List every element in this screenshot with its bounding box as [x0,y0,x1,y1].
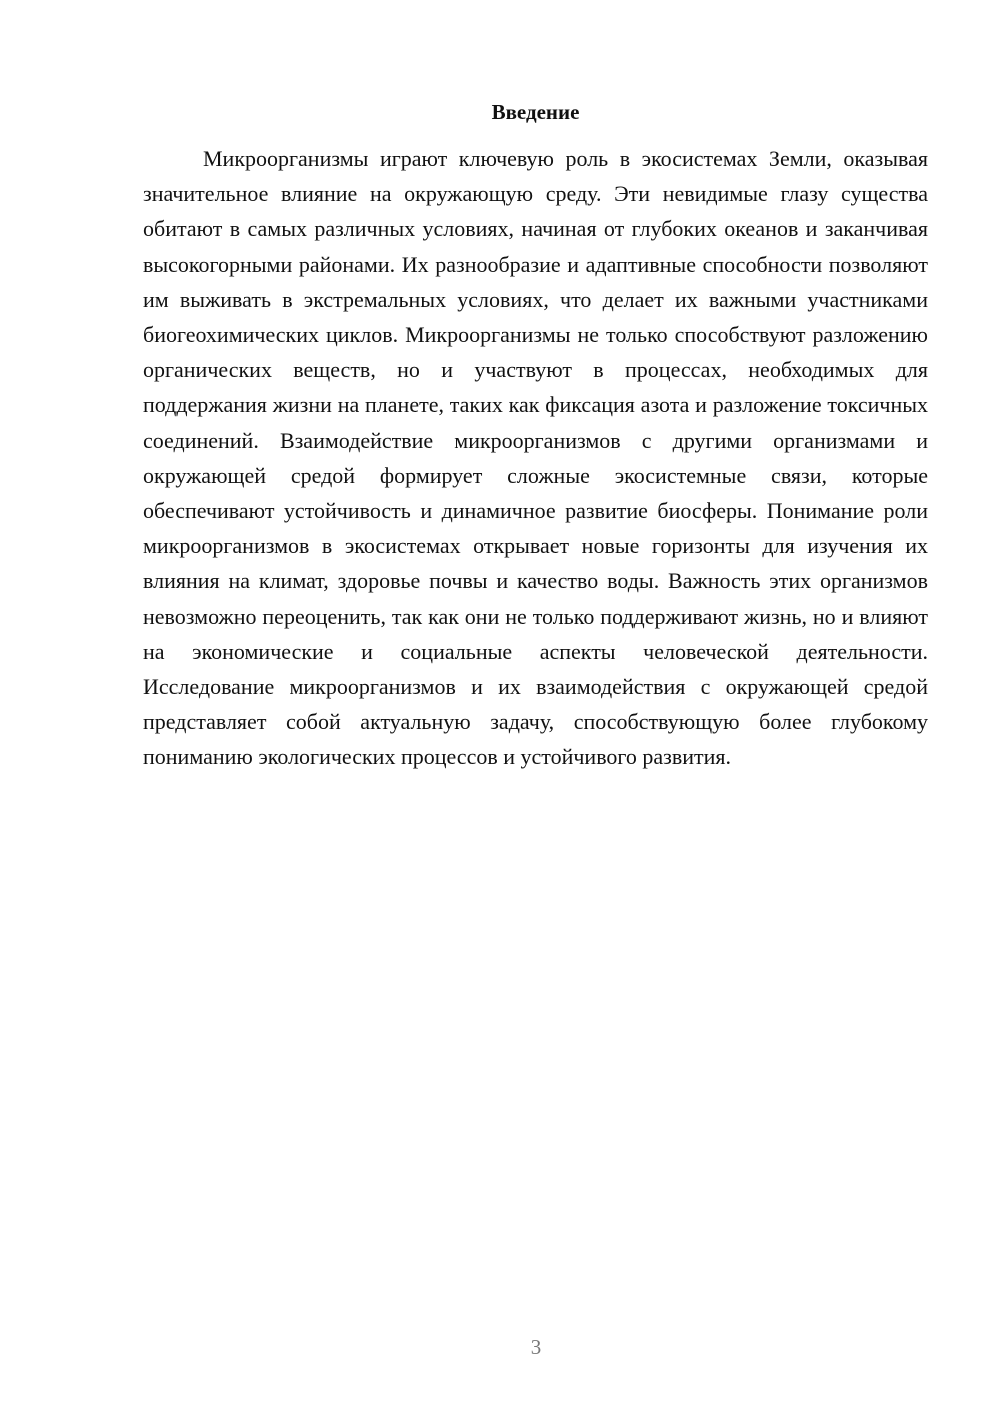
body-paragraph: Микроорганизмы играют ключевую роль в экосистемах Земли, оказывая значительное влияние на окружающую среду. Эти невидимые глазу существа обитают в самых различных условиях, начиная от глубоких океанов и заканчивая высокогорными районами. Их разнообразие и адаптивные способности позволяют им выживать в экстремальных условиях, что делает их важными участниками биогеохимических циклов. Микроорганизмы не только способствуют разложению органических веществ, но и участвуют в процессах, необходимых для поддержания жизни на планете, таких как фиксация азота и разложение токсичных соединений. Взаимодействие микроорганизмов с другими организмами и окружающей средой формирует сложные экосистемные связи, которые обеспечивают устойчивость и динамичное развитие биосферы. Понимание роли микроорганизмов в экосистемах открывает новые горизонты для изучения их влияния на климат, здоровье почвы и качество воды. Важность этих организмов невозможно переоценить, так как они не только поддерживают жизнь, но и влияют на экономические и социальные аспекты человеческой деятельности. Исследование микроорганизмов и их взаимодействия с окружающей средой представляет собой актуальную задачу, способствующую более глубокому пониманию экологических процессов и устойчивого развития. [143,146,928,770]
section-heading: Введение [491,100,580,124]
page-number: 3 [530,1335,542,1359]
